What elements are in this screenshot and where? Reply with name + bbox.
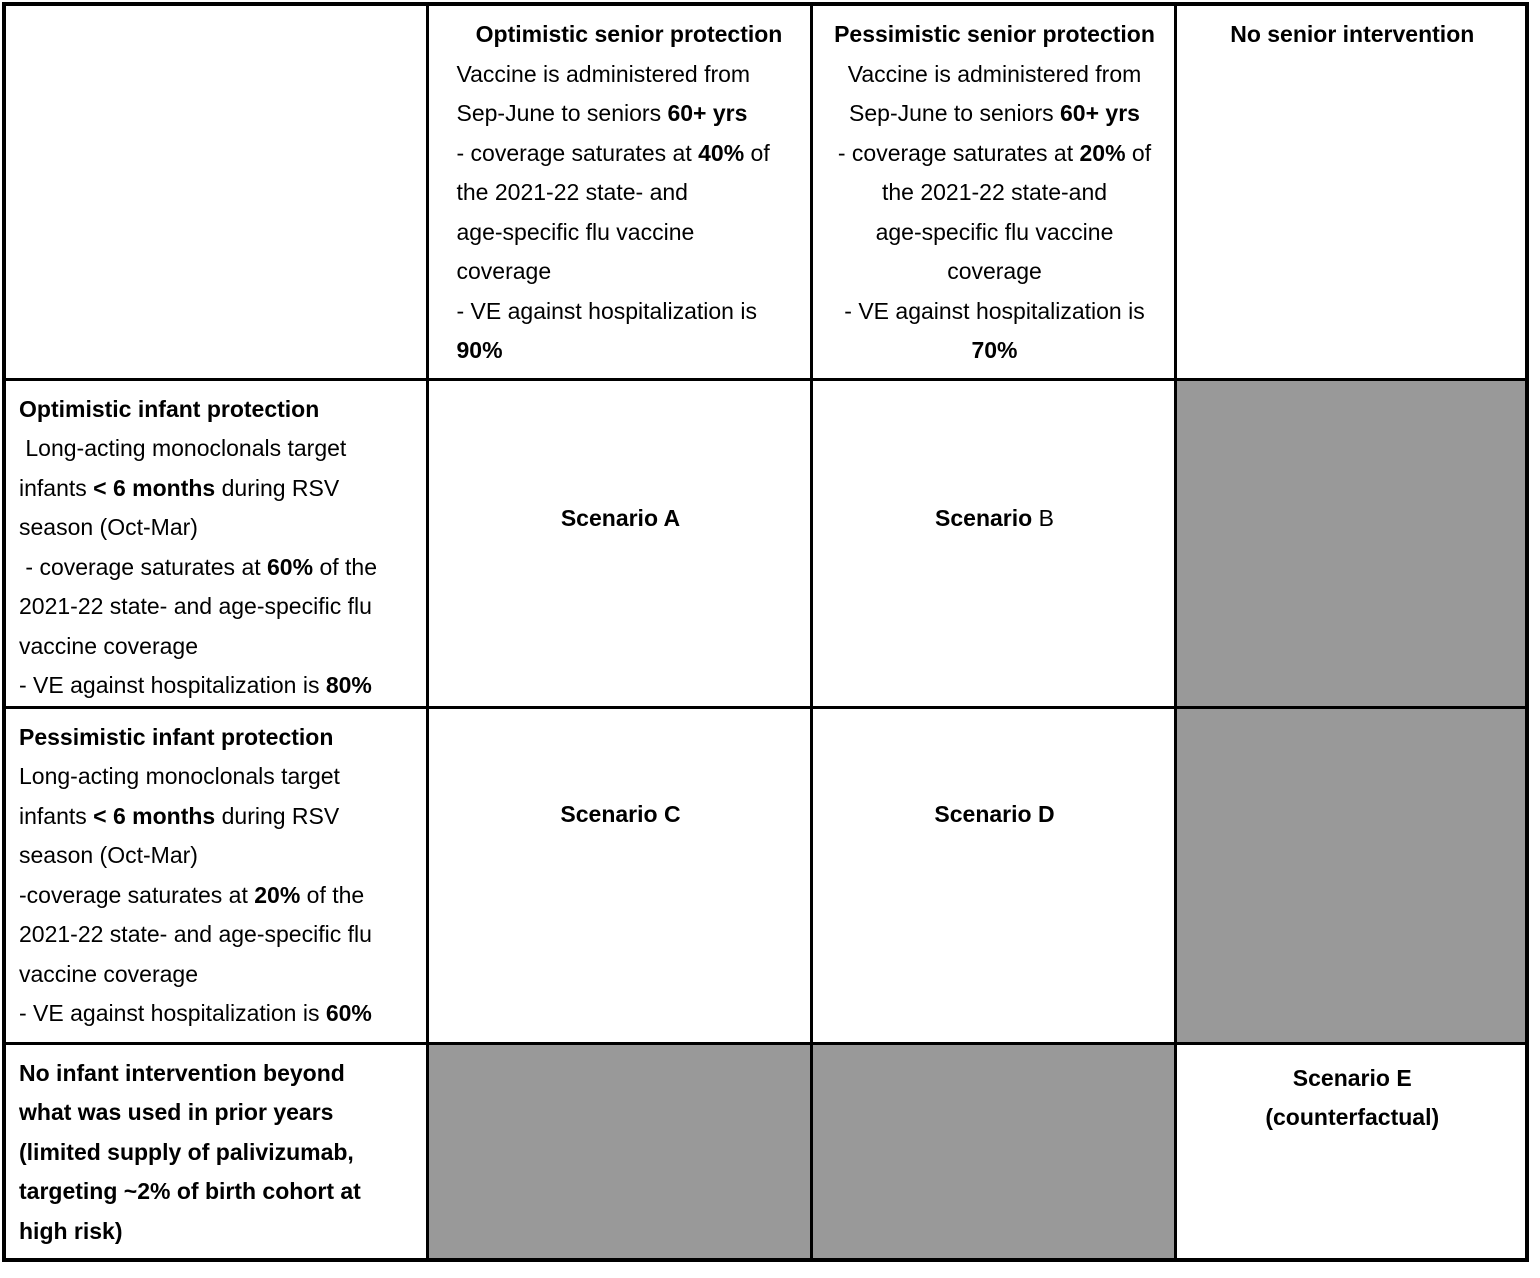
text: - VE against hospitalization is bbox=[19, 1000, 326, 1026]
text: season (Oct-Mar) bbox=[19, 514, 198, 540]
bold-text: Scenario E bbox=[1292, 1064, 1412, 1091]
text-line bbox=[19, 915, 416, 955]
text-line bbox=[826, 331, 1164, 371]
text-line bbox=[19, 1212, 416, 1252]
text-line bbox=[457, 173, 802, 213]
header-no-senior-intervention bbox=[1175, 4, 1527, 379]
bold-text: (counterfactual) bbox=[1265, 1104, 1440, 1130]
text-line bbox=[1190, 1059, 1516, 1099]
text-line bbox=[19, 1133, 416, 1173]
text: coverage bbox=[456, 258, 552, 284]
text-line bbox=[19, 508, 416, 548]
text: Vaccine is administered from bbox=[847, 60, 1142, 87]
text-line bbox=[442, 795, 800, 835]
text-line bbox=[826, 94, 1164, 134]
text: 2021-22 state- and age-specific flu bbox=[19, 593, 372, 619]
bold-text: 40% bbox=[698, 139, 745, 166]
text-line bbox=[19, 1093, 416, 1133]
text: infants bbox=[19, 802, 94, 829]
bold-text: what was used in prior years bbox=[19, 1099, 334, 1125]
no-infant-intervention-row bbox=[4, 1043, 1527, 1260]
text: - coverage saturates at bbox=[837, 139, 1080, 166]
scenario-matrix-body bbox=[4, 4, 1527, 1260]
text-line bbox=[826, 134, 1164, 174]
header-optimistic-senior-protection bbox=[427, 4, 811, 379]
text-line bbox=[457, 55, 802, 95]
text-line bbox=[19, 627, 416, 667]
text-line bbox=[19, 666, 416, 706]
text-line bbox=[826, 213, 1164, 253]
text-line bbox=[19, 955, 416, 995]
text: - coverage saturates at bbox=[19, 553, 268, 580]
text: - VE against hospitalization is bbox=[844, 297, 1145, 324]
row-header-pessimistic-infant-protection bbox=[4, 707, 427, 1043]
text-line bbox=[826, 795, 1164, 835]
text: - VE against hospitalization is bbox=[19, 672, 326, 698]
bold-text: Scenario C bbox=[560, 800, 681, 827]
text: during RSV bbox=[215, 802, 340, 829]
text: of bbox=[1125, 139, 1152, 166]
bold-text: 60% bbox=[267, 553, 314, 580]
bold-text: No senior intervention bbox=[1230, 21, 1475, 47]
text-line bbox=[1190, 15, 1516, 55]
bold-text: Pessimistic senior protection bbox=[834, 21, 1155, 47]
bold-text: 60+ yrs bbox=[1060, 100, 1140, 126]
bold-text: < 6 months bbox=[93, 802, 216, 829]
header-empty-cell bbox=[4, 4, 427, 379]
text-line bbox=[19, 797, 416, 837]
text-line bbox=[826, 292, 1164, 332]
cell-shaded-no-infant-pessimistic-senior bbox=[811, 1043, 1175, 1260]
cell-shaded-no-infant-optimistic-senior bbox=[427, 1043, 811, 1260]
text-line bbox=[19, 994, 416, 1034]
text: vaccine coverage bbox=[19, 960, 198, 987]
text-line bbox=[19, 757, 416, 797]
text: Long-acting monoclonals target bbox=[19, 435, 347, 461]
text: infants bbox=[19, 474, 94, 501]
text: vaccine coverage bbox=[19, 632, 198, 659]
header-pessimistic-senior-protection bbox=[811, 4, 1175, 379]
bold-text: (limited supply of palivizumab, bbox=[19, 1138, 354, 1165]
row-header-no-infant-intervention bbox=[4, 1043, 427, 1260]
text-line bbox=[457, 15, 802, 55]
senior-strategy-header-row bbox=[4, 4, 1527, 379]
bold-text: high risk) bbox=[19, 1217, 123, 1244]
text-line bbox=[442, 499, 800, 539]
cell-scenario-e bbox=[1175, 1043, 1527, 1260]
text: the 2021-22 state- and bbox=[456, 179, 688, 205]
text: B bbox=[1038, 504, 1054, 531]
bold-text: 70% bbox=[971, 337, 1018, 363]
text-line bbox=[19, 1172, 416, 1212]
text: - coverage saturates at bbox=[456, 139, 699, 166]
text-line bbox=[19, 876, 416, 916]
cell-shaded-optimistic-infant-no-senior bbox=[1175, 379, 1527, 707]
row-header-optimistic-infant-protection bbox=[4, 379, 427, 707]
text-line bbox=[826, 173, 1164, 213]
text: of the bbox=[300, 881, 365, 908]
pessimistic-infant-protection-row bbox=[4, 707, 1527, 1043]
text: Long-acting monoclonals target bbox=[19, 763, 340, 789]
text: age-specific flu vaccine bbox=[456, 218, 695, 245]
bold-text: 20% bbox=[254, 881, 301, 908]
bold-text: Pessimistic infant protection bbox=[19, 723, 334, 750]
text: coverage bbox=[947, 258, 1042, 284]
bold-text: 80% bbox=[325, 672, 372, 698]
text-line bbox=[457, 292, 802, 332]
text: Sep-June to seniors bbox=[849, 100, 1060, 126]
text: during RSV bbox=[215, 474, 340, 501]
text-line bbox=[826, 15, 1164, 55]
bold-text: Scenario D bbox=[934, 800, 1055, 827]
text-line bbox=[19, 836, 416, 876]
text-line bbox=[826, 499, 1164, 539]
cell-scenario-b bbox=[811, 379, 1175, 707]
text-line bbox=[19, 429, 416, 469]
text-line bbox=[19, 718, 416, 758]
text: -coverage saturates at bbox=[19, 881, 255, 908]
cell-scenario-c bbox=[427, 707, 811, 1043]
text: age-specific flu vaccine bbox=[875, 218, 1114, 245]
text-line bbox=[457, 331, 802, 371]
text-line bbox=[19, 587, 416, 627]
bold-text: Scenario A bbox=[560, 504, 681, 531]
cell-scenario-d bbox=[811, 707, 1175, 1043]
text-line bbox=[457, 213, 802, 253]
scenario-matrix-table bbox=[2, 2, 1529, 1262]
bold-text: Scenario bbox=[935, 504, 1039, 531]
text: the 2021-22 state-and bbox=[881, 179, 1108, 205]
cell-scenario-a bbox=[427, 379, 811, 707]
text-line bbox=[19, 469, 416, 509]
bold-text: targeting ~2% of birth cohort at bbox=[19, 1178, 361, 1204]
text-line bbox=[19, 390, 416, 430]
bold-text: Optimistic senior protection bbox=[475, 21, 783, 47]
text: of bbox=[744, 139, 770, 166]
text: 2021-22 state- and age-specific flu bbox=[19, 921, 372, 947]
text: Sep-June to seniors bbox=[456, 100, 668, 126]
bold-text: 60+ yrs bbox=[667, 100, 748, 126]
bold-text: 60% bbox=[325, 1000, 372, 1026]
text: of the bbox=[313, 553, 377, 580]
bold-text: Optimistic infant protection bbox=[19, 395, 320, 422]
text: season (Oct-Mar) bbox=[19, 842, 198, 868]
text-line bbox=[457, 134, 802, 174]
bold-text: No infant intervention beyond bbox=[19, 1059, 345, 1086]
text-line bbox=[457, 252, 802, 292]
text-line bbox=[826, 55, 1164, 95]
text-line bbox=[19, 1054, 416, 1094]
text: - VE against hospitalization is bbox=[456, 297, 757, 324]
text-line bbox=[457, 94, 802, 134]
text-line bbox=[19, 548, 416, 588]
cell-shaded-pessimistic-infant-no-senior bbox=[1175, 707, 1527, 1043]
text-line bbox=[826, 252, 1164, 292]
bold-text: < 6 months bbox=[93, 474, 216, 501]
bold-text: 90% bbox=[456, 337, 503, 363]
bold-text: 20% bbox=[1079, 139, 1126, 166]
text: Vaccine is administered from bbox=[456, 60, 751, 87]
optimistic-infant-protection-row bbox=[4, 379, 1527, 707]
text-line bbox=[1190, 1098, 1516, 1138]
